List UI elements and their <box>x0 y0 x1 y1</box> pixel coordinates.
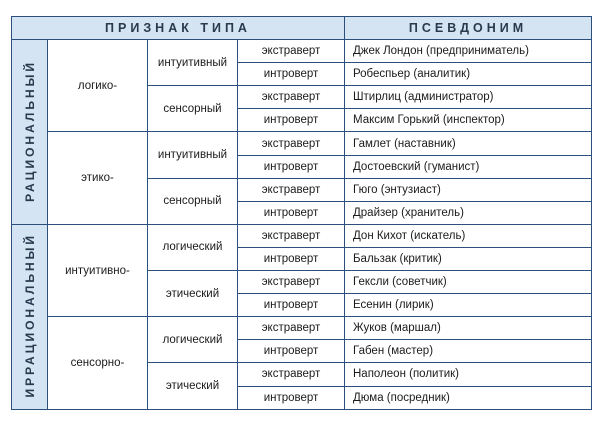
pseudonym-cell: Штирлиц (администратор) <box>345 86 592 109</box>
pseudonym-cell: Наполеон (политик) <box>345 363 592 386</box>
pseudonym-cell: Гюго (энтузиаст) <box>345 178 592 201</box>
pseudonym-cell: Максим Горький (инспектор) <box>345 109 592 132</box>
orientation-cell: экстраверт <box>238 178 345 201</box>
orientation-cell: интроверт <box>238 386 345 409</box>
subgroup-label: логико- <box>48 40 148 132</box>
table-row <box>12 132 592 155</box>
kind-label: логический <box>148 317 238 363</box>
kind-label: сенсорный <box>148 86 238 132</box>
orientation-cell: интроверт <box>238 63 345 86</box>
table-row <box>12 40 592 63</box>
table-header-row <box>12 17 592 40</box>
pseudonym-cell: Есенин (лирик) <box>345 294 592 317</box>
orientation-cell: интроверт <box>238 109 345 132</box>
group-label-irrational: ИРРАЦИОНАЛЬНЫЙ <box>12 224 48 409</box>
orientation-cell: экстраверт <box>238 132 345 155</box>
orientation-cell: интроверт <box>238 294 345 317</box>
pseudonym-cell: Дюма (посредник) <box>345 386 592 409</box>
pseudonym-cell: Бальзак (критик) <box>345 247 592 270</box>
subgroup-label: этико- <box>48 132 148 224</box>
subgroup-label: интуитивно- <box>48 224 148 316</box>
orientation-cell: экстраверт <box>238 40 345 63</box>
kind-label: интуитивный <box>148 132 238 178</box>
kind-label: этический <box>148 271 238 317</box>
subgroup-label: сенсорно- <box>48 317 148 409</box>
table-row <box>12 224 592 247</box>
kind-label: сенсорный <box>148 178 238 224</box>
orientation-cell: интроверт <box>238 247 345 270</box>
orientation-cell: экстраверт <box>238 224 345 247</box>
header-pseudonym: ПСЕВДОНИМ <box>345 17 592 40</box>
pseudonym-cell: Дон Кихот (искатель) <box>345 224 592 247</box>
pseudonym-cell: Габен (мастер) <box>345 340 592 363</box>
pseudonym-cell: Гексли (советчик) <box>345 271 592 294</box>
pseudonym-cell: Джек Лондон (предприниматель) <box>345 40 592 63</box>
kind-label: логический <box>148 224 238 270</box>
kind-label: этический <box>148 363 238 409</box>
group-label-rational: РАЦИОНАЛЬНЫЙ <box>12 40 48 225</box>
orientation-cell: экстраверт <box>238 86 345 109</box>
orientation-cell: интроверт <box>238 155 345 178</box>
pseudonym-cell: Гамлет (наставник) <box>345 132 592 155</box>
table-row <box>12 317 592 340</box>
pseudonym-cell: Робеспьер (аналитик) <box>345 63 592 86</box>
header-type-trait: ПРИЗНАК ТИПА <box>12 17 345 40</box>
orientation-cell: интроверт <box>238 201 345 224</box>
pseudonym-cell: Жуков (маршал) <box>345 317 592 340</box>
orientation-cell: экстраверт <box>238 363 345 386</box>
kind-label: интуитивный <box>148 40 238 86</box>
socionics-table-wrapper <box>11 16 592 410</box>
orientation-cell: экстраверт <box>238 317 345 340</box>
orientation-cell: экстраверт <box>238 271 345 294</box>
pseudonym-cell: Достоевский (гуманист) <box>345 155 592 178</box>
socionics-type-table <box>11 16 592 410</box>
pseudonym-cell: Драйзер (хранитель) <box>345 201 592 224</box>
orientation-cell: интроверт <box>238 340 345 363</box>
